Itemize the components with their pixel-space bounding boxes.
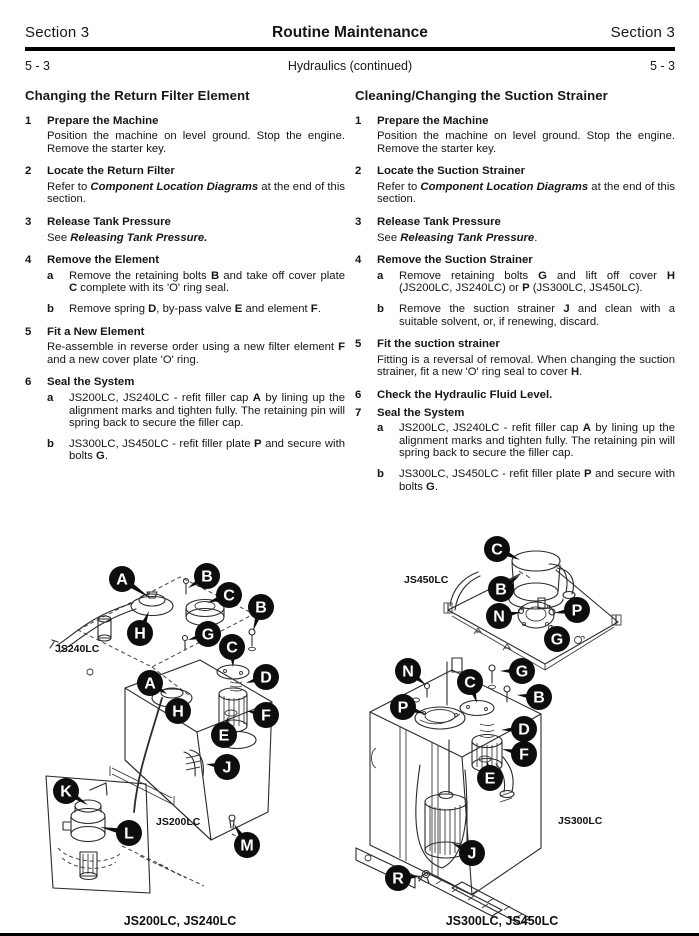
- svg-text:B: B: [533, 689, 545, 707]
- step-body: Position the machine on level ground. Stop the engine. Remove the starter key.: [377, 130, 675, 155]
- svg-text:N: N: [493, 608, 505, 626]
- step-heading: Prepare the Machine: [377, 114, 489, 127]
- svg-text:H: H: [172, 703, 184, 721]
- svg-text:D: D: [518, 721, 530, 739]
- step-heading: Locate the Suction Strainer: [377, 165, 526, 178]
- svg-text:J: J: [467, 845, 477, 863]
- left-diagram-label: JS240LC: [55, 643, 100, 655]
- right-procedure-column: [355, 88, 675, 504]
- step-content: [377, 216, 675, 252]
- svg-text:M: M: [240, 837, 254, 855]
- svg-text:E: E: [218, 727, 230, 745]
- step-heading: Release Tank Pressure: [47, 216, 171, 229]
- step-content: [47, 326, 345, 375]
- svg-text:H: H: [134, 625, 146, 643]
- step-heading: Check the Hydraulic Fluid Level.: [377, 389, 553, 401]
- svg-text:R: R: [392, 870, 404, 888]
- step-content: [377, 254, 675, 336]
- page-subheader: [0, 51, 699, 73]
- callout-D: [246, 664, 279, 690]
- procedure-item: [355, 389, 675, 405]
- procedure-item: [355, 254, 675, 336]
- callout-B: [248, 594, 274, 631]
- callout-D: [501, 716, 537, 742]
- sub-step: [47, 438, 345, 463]
- callout-E: [477, 761, 503, 791]
- procedure-item: [25, 216, 345, 252]
- step-content: [377, 338, 675, 387]
- callout-J: [206, 754, 240, 780]
- step-body: Position the machine on level ground. Stop the engine. Remove the starter key.: [47, 130, 345, 155]
- step-heading: Remove the Element: [47, 254, 160, 267]
- procedure-item: [25, 326, 345, 375]
- step-content: [377, 407, 675, 502]
- svg-text:C: C: [226, 639, 238, 657]
- step-content: [47, 165, 345, 214]
- callout-G: [500, 658, 535, 684]
- callout-A: [109, 566, 150, 598]
- svg-text:E: E: [484, 770, 496, 788]
- svg-text:J: J: [222, 759, 232, 777]
- step-heading: Seal the System: [377, 406, 465, 419]
- svg-text:K: K: [60, 783, 72, 801]
- step-number: 6: [355, 389, 362, 401]
- header-section-right: Section 3: [610, 24, 675, 41]
- procedure-columns: [0, 73, 699, 504]
- step-number: 2: [25, 165, 32, 178]
- callout-B: [517, 684, 552, 710]
- sub-step: [377, 422, 675, 460]
- procedure-item: [355, 407, 675, 502]
- svg-text:G: G: [201, 626, 215, 644]
- procedure-item: [355, 338, 675, 387]
- right-column-title: Cleaning/Changing the Suction Strainer: [355, 87, 608, 103]
- left-procedure-column: [25, 88, 345, 504]
- callout-C: [484, 536, 520, 562]
- right-diagram-label: JS450LC: [404, 574, 449, 586]
- step-body: Fitting is a reversal of removal. When changing the suction strainer, fit a new 'O' ring seal to cover H.: [377, 353, 675, 379]
- callout-N: [486, 603, 521, 629]
- sub-step: [47, 392, 345, 430]
- procedure-item: [25, 254, 345, 323]
- svg-text:G: G: [550, 631, 564, 649]
- svg-text:C: C: [491, 541, 503, 559]
- right-diagram-caption: JS300LC, JS450LC: [445, 914, 559, 928]
- step-number: 4: [25, 254, 32, 267]
- sub-step-body: JS300LC, JS450LC - refit filler plate P and secure with bolts G.: [399, 467, 675, 493]
- procedure-item: [355, 115, 675, 164]
- callout-F: [247, 702, 279, 728]
- callout-K: [53, 778, 88, 805]
- sub-step-letter: b: [377, 303, 384, 316]
- svg-text:B: B: [201, 568, 213, 586]
- callout-P: [390, 694, 426, 720]
- left-diagram-caption: JS200LC, JS240LC: [123, 914, 237, 928]
- procedure-item: [25, 115, 345, 164]
- left-column-title: Changing the Return Filter Element: [25, 87, 250, 103]
- step-number: 7: [355, 406, 362, 419]
- step-body: Refer to Component Location Diagrams at the end of this section.: [377, 180, 676, 206]
- svg-text:P: P: [571, 602, 583, 620]
- step-number: 3: [25, 216, 32, 229]
- step-content: [47, 254, 345, 323]
- diagrams-svg: [0, 528, 699, 933]
- svg-text:D: D: [260, 669, 272, 687]
- step-number: 2: [355, 165, 362, 178]
- procedure-item: [355, 165, 675, 214]
- sub-step-body: JS200LC, JS240LC - refit filler cap A by lining up the alignment marks and tighten fully. The retaining pin will spring back to secure the filler cap.: [399, 422, 676, 460]
- svg-text:C: C: [464, 674, 476, 692]
- svg-text:N: N: [402, 663, 414, 681]
- sub-step-body: Remove the suction strainer J and clean with a suitable solvent, or, if renewing, discard.: [399, 303, 675, 328]
- page-number-left: 5 - 3: [25, 58, 51, 73]
- step-heading: Prepare the Machine: [47, 114, 159, 127]
- page-number-right: 5 - 3: [649, 58, 675, 73]
- sub-step-body: Remove the retaining bolts B and take off cover plate C complete with its 'O' ring seal.: [69, 269, 345, 295]
- step-number: 5: [355, 338, 362, 351]
- sub-step-body: JS200LC, JS240LC - refit filler cap A by lining up the alignment marks and tighten fully. The retaining pin will spring back to secure the filler cap.: [69, 392, 346, 430]
- step-content: [377, 115, 675, 164]
- sub-step-body: Remove retaining bolts G and lift off cover H (JS200LC, JS240LC) or P (JS300LC, JS450LC).: [399, 269, 675, 295]
- sub-step: [377, 270, 675, 295]
- step-content: [47, 115, 345, 164]
- sub-step-letter: a: [47, 392, 54, 404]
- sub-step-letter: b: [47, 437, 54, 450]
- svg-text:L: L: [124, 825, 134, 843]
- sub-step-body: JS300LC, JS450LC - refit filler plate P and secure with bolts G.: [69, 437, 345, 463]
- step-heading: Seal the System: [47, 376, 135, 389]
- callout-C: [457, 669, 483, 703]
- step-heading: Fit the suction strainer: [377, 338, 500, 351]
- step-number: 5: [25, 325, 32, 338]
- step-content: [47, 216, 345, 252]
- step-heading: Release Tank Pressure: [377, 216, 501, 229]
- step-heading: Remove the Suction Strainer: [377, 254, 533, 267]
- page-header: [0, 0, 699, 42]
- step-body: See Releasing Tank Pressure.: [377, 231, 538, 244]
- step-body: Refer to Component Location Diagrams at the end of this section.: [47, 180, 346, 206]
- sub-step: [47, 270, 345, 295]
- sub-step-body: Remove spring D, by-pass valve E and element F.: [69, 303, 321, 316]
- svg-text:C: C: [223, 587, 235, 605]
- step-number: 6: [25, 376, 32, 389]
- subheader-title: Hydraulics (continued): [287, 58, 413, 73]
- header-section-left: Section 3: [25, 24, 90, 41]
- step-heading: Fit a New Element: [47, 325, 145, 338]
- sub-step: [377, 468, 675, 493]
- step-heading: Locate the Return Filter: [47, 165, 175, 178]
- step-body: See Releasing Tank Pressure.: [47, 231, 208, 244]
- left-diagram-label: JS200LC: [156, 816, 201, 828]
- step-number: 4: [355, 254, 362, 267]
- step-content: [47, 376, 345, 471]
- callout-N: [395, 658, 426, 685]
- step-content: [377, 165, 675, 214]
- sub-step-letter: a: [47, 269, 54, 282]
- step-number: 1: [355, 114, 362, 127]
- callout-G: [188, 621, 221, 647]
- svg-text:F: F: [519, 746, 529, 764]
- sub-step: [47, 303, 345, 316]
- step-number: 3: [355, 216, 362, 229]
- svg-text:F: F: [261, 707, 271, 725]
- callout-B: [188, 563, 220, 589]
- callout-L: [100, 820, 142, 846]
- procedure-item: [25, 376, 345, 471]
- step-body: Re-assemble in reverse order using a new filter element F and a new cover plate 'O' ring.: [47, 341, 345, 366]
- callout-H: [127, 611, 153, 646]
- procedure-item: [25, 165, 345, 214]
- callout-R: [385, 865, 421, 891]
- callout-C: [219, 634, 245, 667]
- sub-step-letter: a: [377, 269, 384, 282]
- sub-step-letter: b: [377, 467, 384, 480]
- callout-G: [544, 626, 570, 652]
- svg-text:A: A: [116, 571, 128, 589]
- callout-P: [554, 597, 590, 623]
- sub-step: [377, 303, 675, 328]
- step-content: [377, 389, 675, 405]
- svg-text:A: A: [144, 675, 156, 693]
- svg-text:B: B: [495, 581, 507, 599]
- sub-step-letter: a: [377, 422, 384, 435]
- sub-step-letter: b: [47, 303, 54, 316]
- header-title: Routine Maintenance: [272, 24, 428, 41]
- svg-text:P: P: [397, 699, 409, 717]
- svg-text:G: G: [515, 663, 529, 681]
- procedure-item: [355, 216, 675, 252]
- step-number: 1: [25, 114, 32, 127]
- right-diagram-label: JS300LC: [558, 815, 603, 827]
- callout-H: [165, 698, 191, 724]
- callout-M: [234, 824, 260, 858]
- svg-text:B: B: [255, 599, 267, 617]
